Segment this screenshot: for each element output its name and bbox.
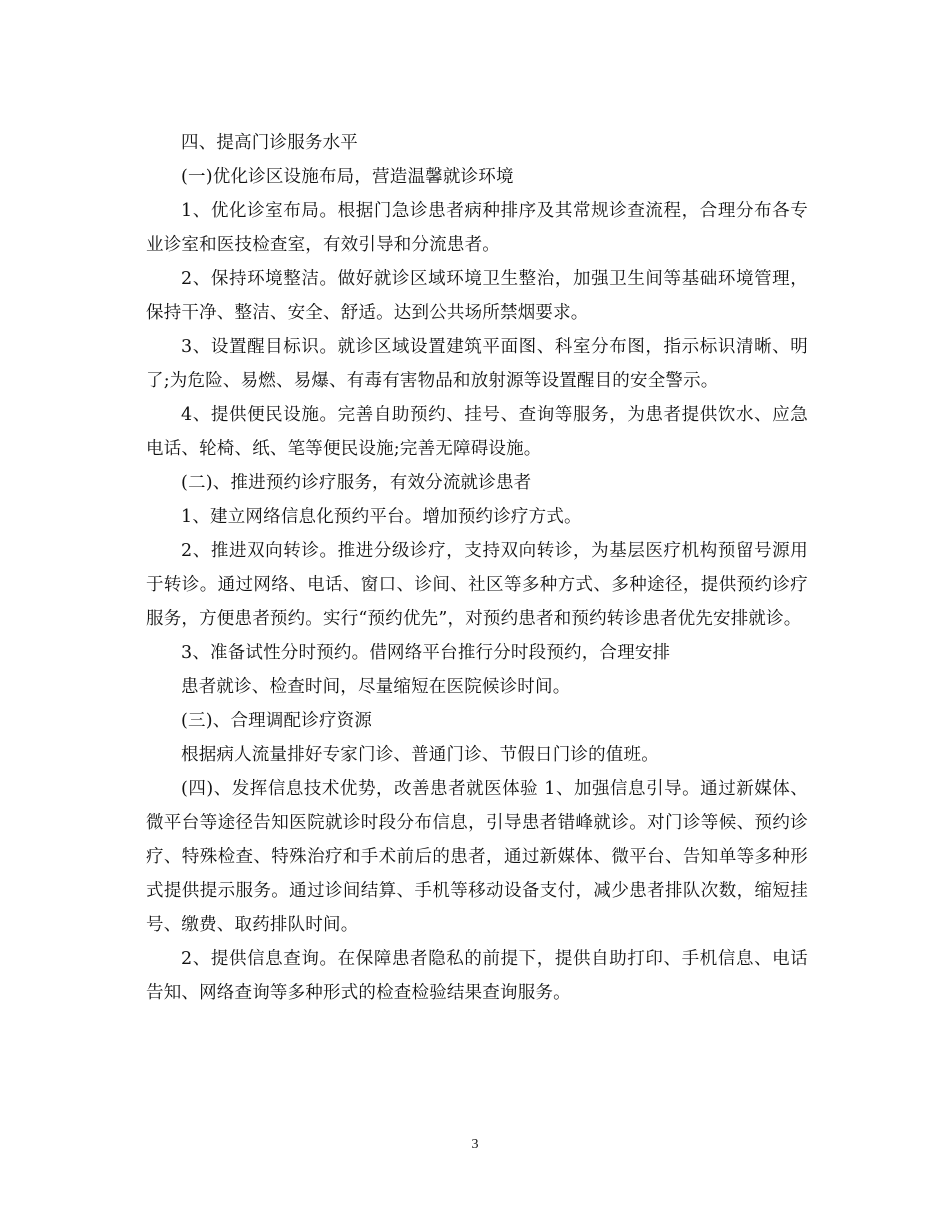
paragraph: 3、设置醒目标识。就诊区域设置建筑平面图、科室分布图，指示标识清晰、明了;为危险、易燃、易爆、有毒有害物品和放射源等设置醒目的安全警示。 bbox=[146, 337, 808, 391]
section-heading: 四、提高门诊服务水平 bbox=[181, 133, 358, 153]
paragraph: 1、优化诊室布局。根据门急诊患者病种排序及其常规诊查流程，合理分布各专业诊室和医技检查室，有效引导和分流患者。 bbox=[146, 201, 808, 255]
document-body bbox=[146, 126, 808, 1010]
paragraph: 2、推进双向转诊。推进分级诊疗，支持双向转诊，为基层医疗机构预留号源用于转诊。通过网络、电话、窗口、诊间、社区等多种方式、多种途径，提供预约诊疗服务，方便患者预约。实行“预约优先”，对预约患者和预约转诊患者优先安排就诊。 bbox=[146, 541, 808, 629]
paragraph: (四)、发挥信息技术优势，改善患者就医体验 1、加强信息引导。通过新媒体、微平台等途径告知医院就诊时段分布信息，引导患者错峰就诊。对门诊等候、预约诊疗、特殊检查、特殊治疗和手术前后的患者，通过新媒体、微平台、告知单等多种形式提供提示服务。通过诊间结算、手机等移动设备支付，减少患者排队次数，缩短挂号、缴费、取药排队时间。 bbox=[146, 779, 808, 935]
paragraph: 2、保持环境整洁。做好就诊区域环境卫生整治，加强卫生间等基础环境管理，保持干净、整洁、安全、舒适。达到公共场所禁烟要求。 bbox=[146, 269, 808, 323]
paragraph: 患者就诊、检查时间，尽量缩短在医院候诊时间。 bbox=[181, 677, 571, 697]
subsection-heading: (三)、合理调配诊疗资源 bbox=[181, 711, 373, 731]
paragraph: 3、准备试性分时预约。借网络平台推行分时段预约，合理安排 bbox=[181, 643, 671, 663]
subsection-heading: (二)、推进预约诊疗服务，有效分流就诊患者 bbox=[181, 473, 532, 493]
page-number: 3 bbox=[471, 1137, 479, 1152]
paragraph: 4、提供便民设施。完善自助预约、挂号、查询等服务，为患者提供饮水、应急电话、轮椅、纸、笔等便民设施;完善无障碍设施。 bbox=[146, 405, 808, 459]
subsection-heading: (一)优化诊区设施布局，营造温馨就诊环境 bbox=[181, 167, 514, 187]
paragraph: 根据病人流量排好专家门诊、普通门诊、节假日门诊的值班。 bbox=[181, 745, 659, 765]
paragraph: 1、建立网络信息化预约平台。增加预约诊疗方式。 bbox=[181, 507, 582, 527]
paragraph: 2、提供信息查询。在保障患者隐私的前提下，提供自助打印、手机信息、电话告知、网络查询等多种形式的检查检验结果查询服务。 bbox=[146, 949, 808, 1003]
